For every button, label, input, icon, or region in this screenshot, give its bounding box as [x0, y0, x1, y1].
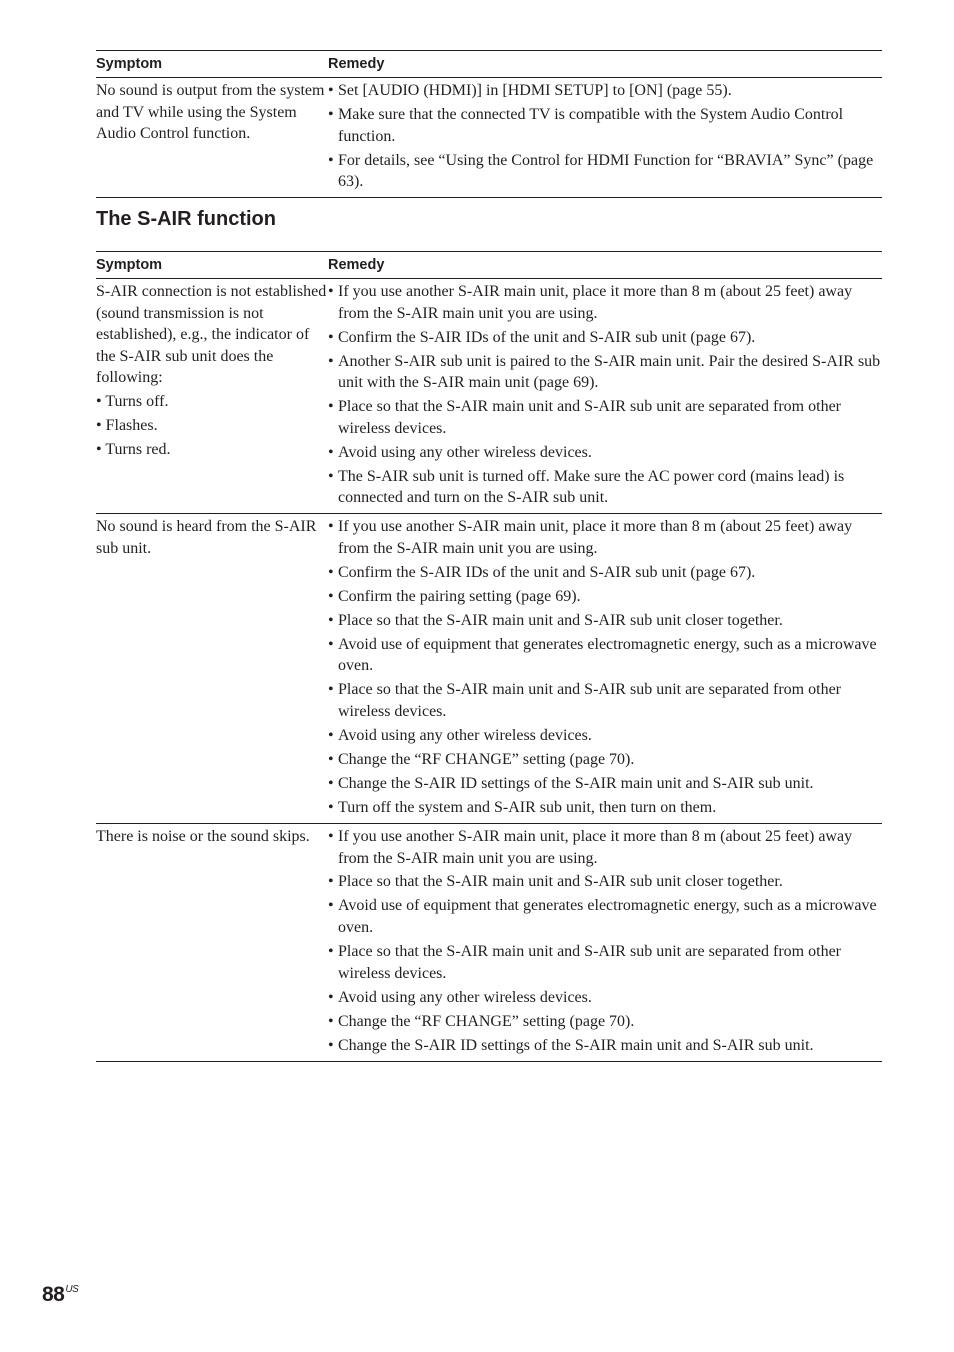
- remedy-item: • If you use another S-AIR main unit, place it more than 8 m (about 25 feet) away from the S-AIR main unit you are using.: [328, 281, 882, 324]
- table-row: [96, 824, 882, 1062]
- symptom-bullet: • Turns red.: [96, 440, 171, 458]
- remedy-item: • For details, see “Using the Control for HDMI Function for “BRAVIA” Sync” (page 63).: [328, 150, 882, 193]
- page-number: [42, 1283, 78, 1307]
- remedy-cell: [328, 281, 882, 511]
- remedy-item: • Confirm the pairing setting (page 69).: [328, 586, 882, 608]
- remedy-item: • Avoid use of equipment that generates electromagnetic energy, such as a microwave oven.: [328, 634, 882, 677]
- symptom-column-header: Symptom: [96, 56, 163, 72]
- symptom-cell: No sound is heard from the S-AIR sub unit.: [96, 518, 317, 557]
- remedy-item: • Change the “RF CHANGE” setting (page 70).: [328, 1011, 882, 1033]
- symptom-bullet-list: [96, 391, 328, 461]
- remedy-cell: [328, 516, 882, 821]
- remedy-item: • Turn off the system and S-AIR sub unit, then turn on them.: [328, 797, 882, 819]
- remedy-item: • Change the S-AIR ID settings of the S-AIR main unit and S-AIR sub unit.: [328, 773, 882, 795]
- remedy-item: • Change the S-AIR ID settings of the S-AIR main unit and S-AIR sub unit.: [328, 1035, 882, 1057]
- remedy-item: • Confirm the S-AIR IDs of the unit and S-AIR sub unit (page 67).: [328, 327, 882, 349]
- remedy-item: • Avoid using any other wireless devices.: [328, 987, 882, 1009]
- table-header: [96, 50, 882, 78]
- remedy-item: • If you use another S-AIR main unit, place it more than 8 m (about 25 feet) away from the S-AIR main unit you are using.: [328, 826, 882, 869]
- symptom-bullet: • Turns off.: [96, 392, 169, 410]
- symptom-bullet: • Flashes.: [96, 416, 158, 434]
- remedy-item: • Place so that the S-AIR main unit and S-AIR sub unit closer together.: [328, 871, 882, 893]
- symptom-cell: [96, 281, 328, 511]
- remedy-item: • Confirm the S-AIR IDs of the unit and S-AIR sub unit (page 67).: [328, 562, 882, 584]
- remedy-item: • Place so that the S-AIR main unit and S-AIR sub unit are separated from other wireless devices.: [328, 396, 882, 439]
- remedy-cell: [328, 826, 882, 1059]
- remedy-item: • The S-AIR sub unit is turned off. Make sure the AC power cord (mains lead) is connected and turn on the S-AIR sub unit.: [328, 466, 882, 509]
- remedy-item: • Avoid use of equipment that generates electromagnetic energy, such as a microwave oven.: [328, 895, 882, 938]
- s-air-troubleshooting-table: [96, 251, 882, 1062]
- symptom-cell: No sound is output from the system and TV while using the System Audio Control function.: [96, 82, 325, 143]
- table-row: [96, 279, 882, 514]
- remedy-item: • Set [AUDIO (HDMI)] in [HDMI SETUP] to [ON] (page 55).: [328, 80, 882, 102]
- table-header: [96, 251, 882, 279]
- remedy-item: • If you use another S-AIR main unit, place it more than 8 m (about 25 feet) away from the S-AIR main unit you are using.: [328, 516, 882, 559]
- remedy-item: • Another S-AIR sub unit is paired to the S-AIR main unit. Pair the desired S-AIR sub unit with the S-AIR main unit (page 69).: [328, 351, 882, 394]
- remedy-item: • Place so that the S-AIR main unit and S-AIR sub unit are separated from other wireless devices.: [328, 679, 882, 722]
- section-title: The S-AIR function: [96, 208, 276, 230]
- symptom-cell: There is noise or the sound skips.: [96, 827, 310, 845]
- remedy-column-header: Remedy: [328, 257, 385, 273]
- page-region-suffix: US: [65, 1284, 79, 1295]
- remedy-list: [328, 80, 882, 193]
- table-row: [96, 78, 882, 198]
- remedy-item: • Avoid using any other wireless devices.: [328, 442, 882, 464]
- remedy-list: [328, 826, 882, 1056]
- page-number-value: 88: [42, 1283, 65, 1306]
- hdmi-troubleshooting-table: [96, 50, 882, 198]
- symptom-column-header: Symptom: [96, 257, 163, 273]
- remedy-item: • Place so that the S-AIR main unit and S-AIR sub unit closer together.: [328, 610, 882, 632]
- remedy-item: • Avoid using any other wireless devices.: [328, 725, 882, 747]
- remedy-column-header: Remedy: [328, 56, 385, 72]
- remedy-cell: [328, 80, 882, 195]
- remedy-item: • Make sure that the connected TV is compatible with the System Audio Control function.: [328, 104, 882, 147]
- symptom-text: S-AIR connection is not established (sound transmission is not established), e.g., the indicator of the S-AIR sub unit does the following:: [96, 283, 327, 387]
- remedy-list: [328, 516, 882, 818]
- table-row: [96, 514, 882, 824]
- remedy-list: [328, 281, 882, 509]
- remedy-item: • Change the “RF CHANGE” setting (page 70).: [328, 749, 882, 771]
- remedy-item: • Place so that the S-AIR main unit and S-AIR sub unit are separated from other wireless devices.: [328, 941, 882, 984]
